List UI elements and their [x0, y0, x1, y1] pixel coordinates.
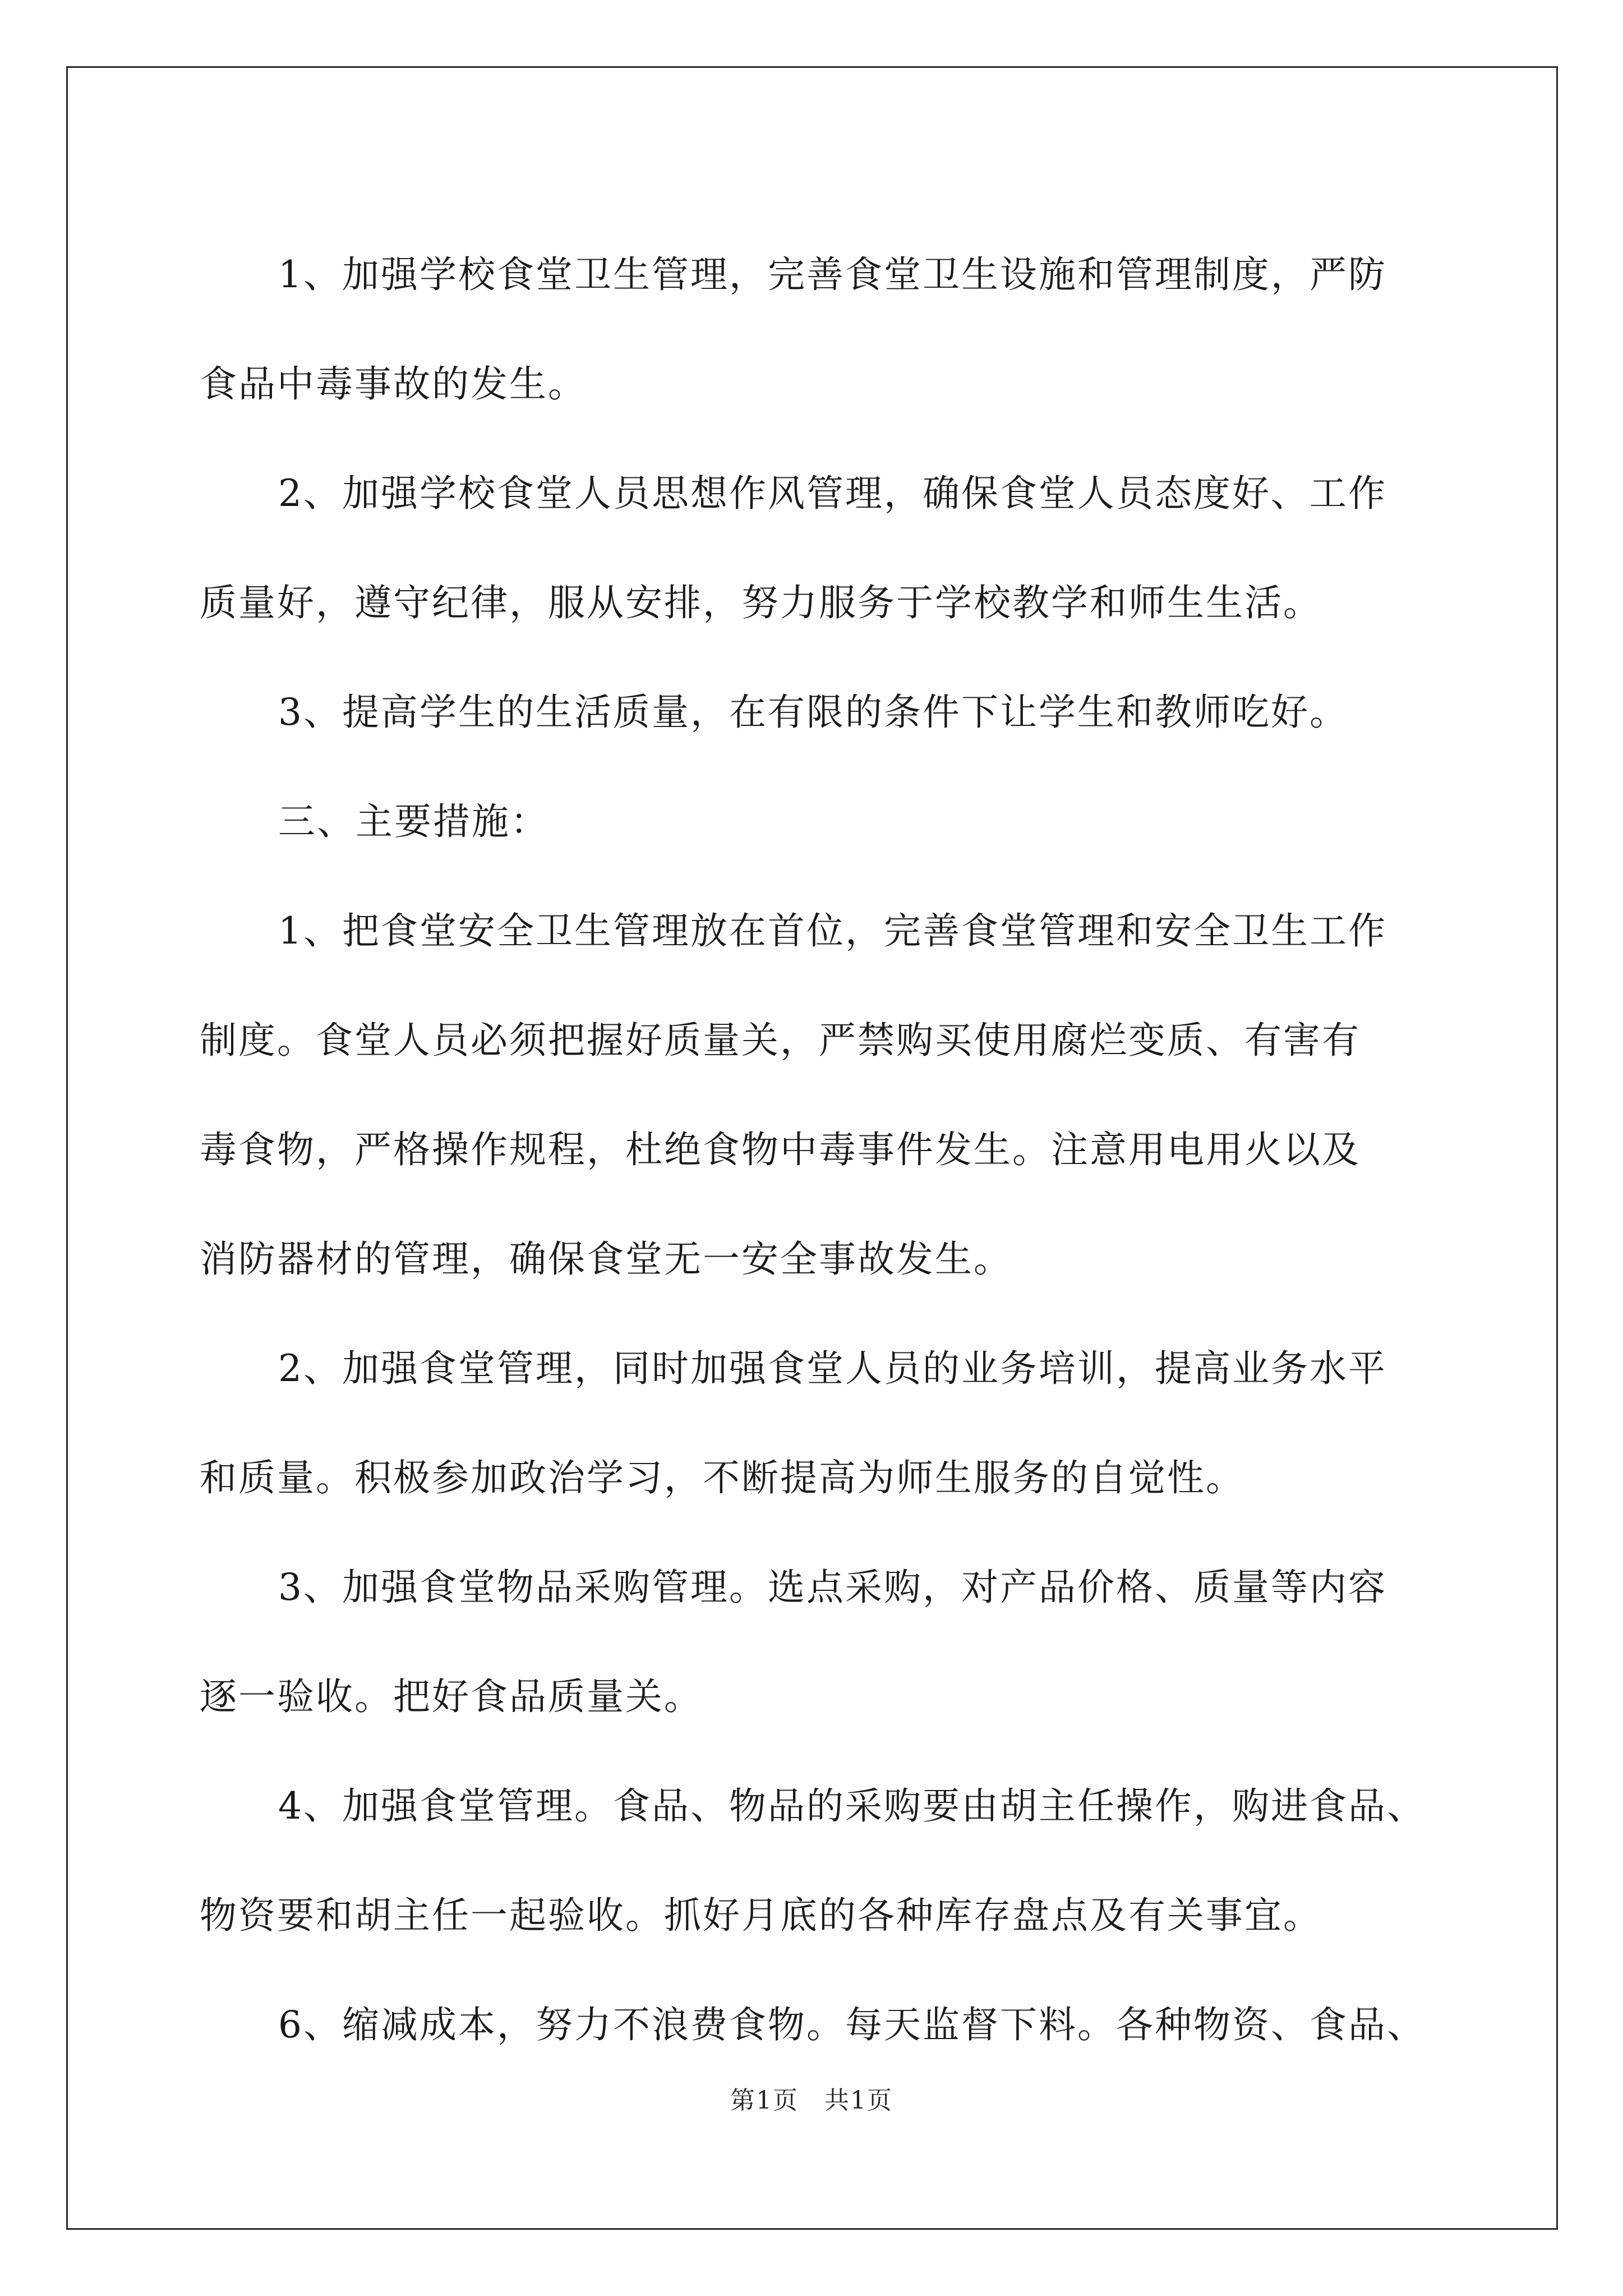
- text-line: 制度。食堂人员必须把握好质量关，严禁购买使用腐烂变质、有害有: [200, 1019, 1361, 1062]
- paragraph-5: [200, 876, 1433, 1314]
- paragraph-1: [200, 220, 1433, 439]
- text-line: 1、把食堂安全卫生管理放在首位，完善食堂管理和安全卫生工作: [278, 909, 1387, 953]
- paragraph-6: [200, 1314, 1433, 1533]
- text-line: 2、加强学校食堂人员思想作风管理，确保食堂人员态度好、工作: [278, 472, 1387, 515]
- text-line: 毒食物，严格操作规程，杜绝食物中毒事件发生。注意用电用火以及: [200, 1128, 1361, 1171]
- text-line: 消防器材的管理，确保食堂无一安全事故发生。: [200, 1237, 1012, 1281]
- text-line: 3、加强食堂物品采购管理。选点采购，对产品价格、质量等内容: [278, 1566, 1387, 1609]
- text-line: 1、加强学校食堂卫生管理，完善食堂卫生设施和管理制度，严防: [278, 253, 1387, 296]
- text-line: 食品中毒事故的发生。: [200, 362, 587, 406]
- text-line: 逐一验收。把好食品质量关。: [200, 1675, 703, 1718]
- text-line: 3、提高学生的生活质量，在有限的条件下让学生和教师吃好。: [278, 691, 1348, 734]
- text-line: 6、缩减成本，努力不浪费食物。每天监督下料。各种物资、食品、: [278, 2003, 1426, 2046]
- paragraph-2: [200, 439, 1433, 657]
- section-heading: [200, 767, 1433, 876]
- paragraph-3: [200, 657, 1433, 767]
- paragraph-8: [200, 1751, 1433, 1970]
- page-number-label: 第1页 共1页: [730, 2086, 893, 2115]
- text-line: 4、加强食堂管理。食品、物品的采购要由胡主任操作，购进食品、: [278, 1784, 1426, 1828]
- page-footer: [0, 2080, 1623, 2116]
- heading-text: 三、主要措施：: [278, 800, 549, 843]
- text-line: 和质量。积极参加政治学习，不断提高为师生服务的自觉性。: [200, 1456, 1244, 1499]
- text-line: 物资要和胡主任一起验收。抓好月底的各种库存盘点及有关事宜。: [200, 1894, 1322, 1937]
- paragraph-9: [200, 1970, 1433, 2079]
- document-body: [200, 220, 1433, 2079]
- text-line: 质量好，遵守纪律，服从安排，努力服务于学校教学和师生生活。: [200, 581, 1322, 624]
- text-line: 2、加强食堂管理，同时加强食堂人员的业务培训，提高业务水平: [278, 1347, 1387, 1390]
- paragraph-7: [200, 1533, 1433, 1751]
